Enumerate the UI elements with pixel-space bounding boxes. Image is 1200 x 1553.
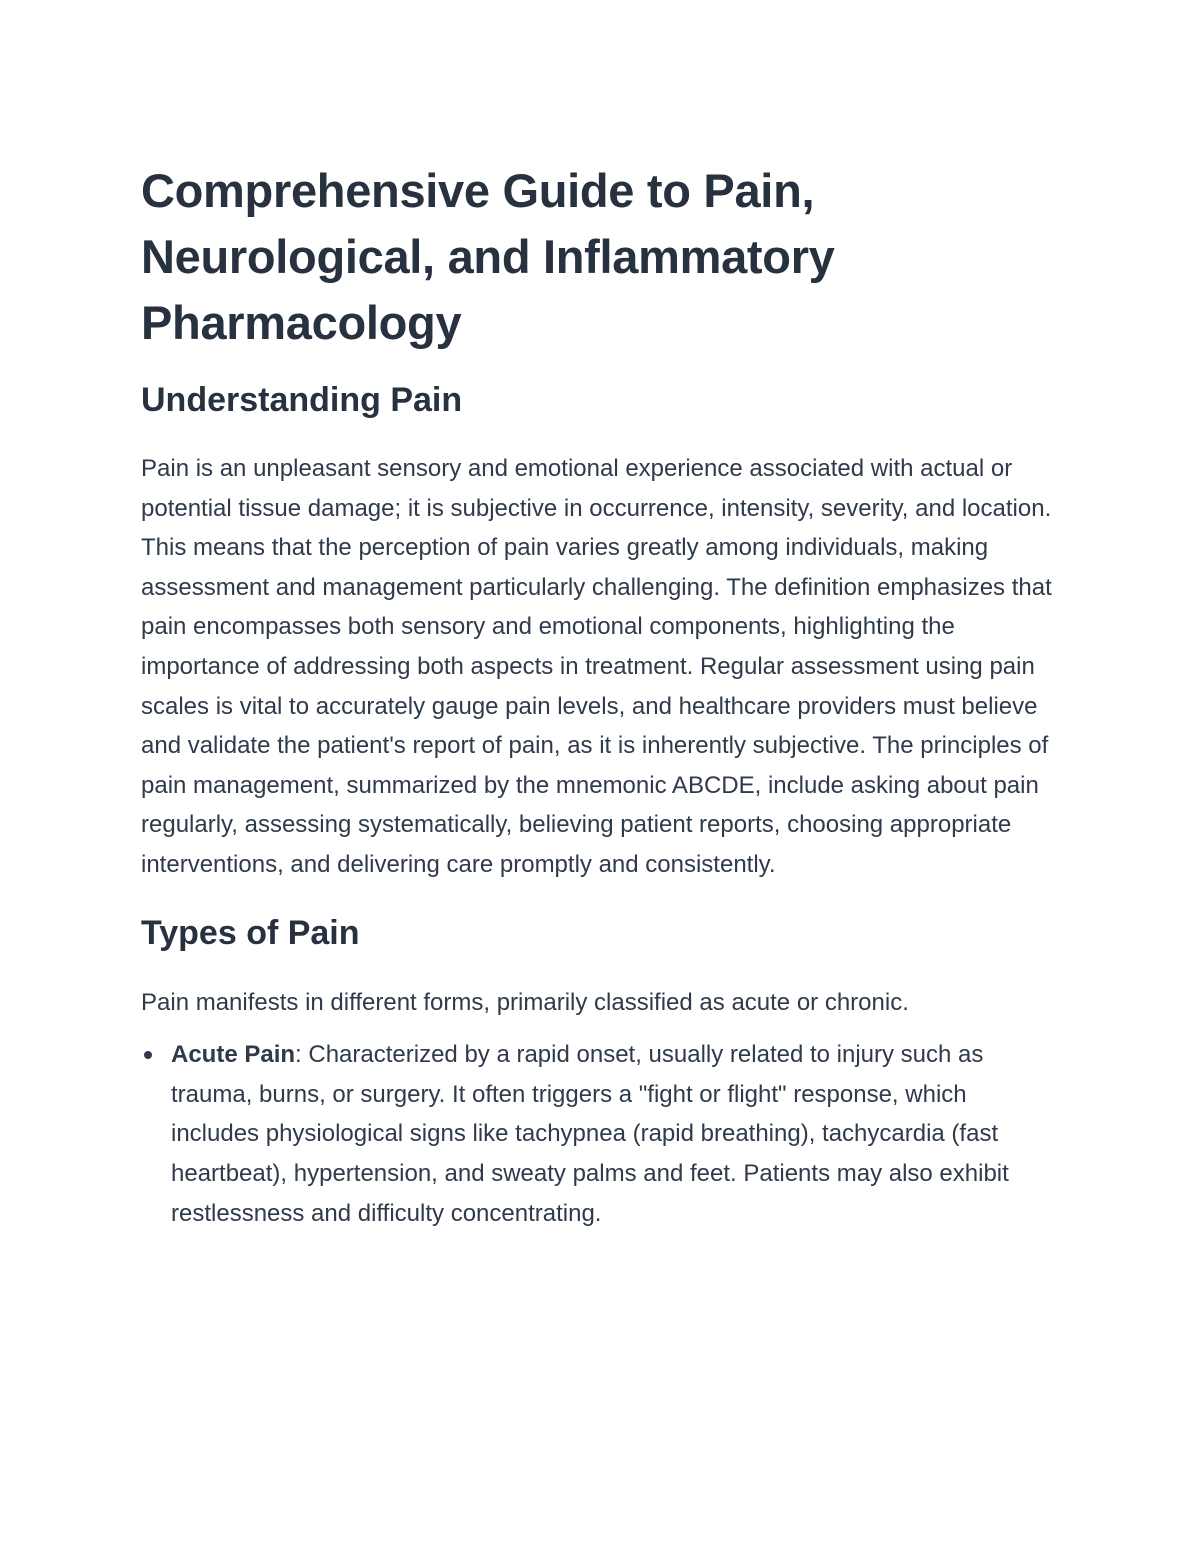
section-heading-types-of-pain: Types of Pain — [141, 913, 360, 952]
section-paragraph-understanding-pain: Pain is an unpleasant sensory and emotional experience associated with actual or potential tissue damage; it is subjective in occurrence, intensity, severity, and location. This means that the perception of pain varies greatly among individuals, making assessment and management particularly challenging. The definition emphasizes that pain encompasses both sensory and emotional components, highlighting the importance of addressing both aspects in treatment. Regular assessment using pain scales is vital to accurately gauge pain levels, and healthcare providers must believe and validate the patient's report of pain, as it is inherently subjective. The principles of pain management, summarized by the mnemonic ABCDE, include asking about pain regularly, assessing systematically, believing patient reports, choosing appropriate interventions, and delivering care promptly and consistently. — [141, 455, 1052, 878]
document-page — [141, 158, 1056, 1233]
list-item — [141, 1035, 1056, 1233]
section-paragraph-types-of-pain: Pain manifests in different forms, primarily classified as acute or chronic. — [141, 988, 909, 1016]
document-title: Comprehensive Guide to Pain, Neurological, and Inflammatory Pharmacology — [141, 164, 835, 349]
pain-types-list — [141, 1035, 1056, 1233]
section-heading-understanding-pain: Understanding Pain — [141, 381, 463, 419]
list-item-text: : Characterized by a rapid onset, usually related to injury such as trauma, burns, or surgery. It often triggers a "fight or flight" response, which includes physiological signs like tachypnea (rapid breathing), tachycardia (fast heartbeat), hypertension, and sweaty palms and feet. Patients may also exhibit restlessness and difficulty concentrating. — [171, 1041, 1009, 1227]
list-item-term: Acute Pain — [171, 1041, 296, 1069]
bullet-icon — [144, 1051, 152, 1059]
